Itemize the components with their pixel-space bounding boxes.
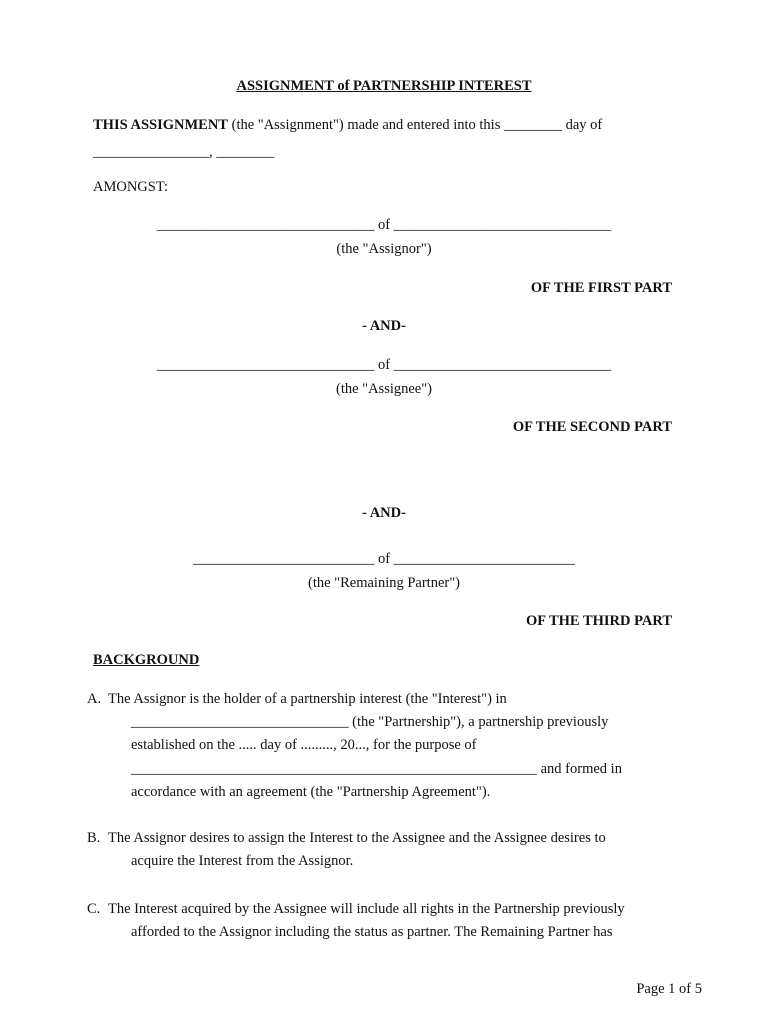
- and-separator-1: - AND-: [362, 318, 406, 334]
- item-a-line-2: ______________________________ (the "Partnership"), a partnership previously: [131, 714, 609, 730]
- party2-label: (the "Assignee"): [336, 381, 432, 397]
- and-separator-2: - AND-: [362, 505, 406, 521]
- item-a-line-4: ________________________________________________________ and formed in: [131, 761, 622, 777]
- intro-lead: THIS ASSIGNMENT: [93, 117, 228, 133]
- item-b-line-1: The Assignor desires to assign the Interest to the Assignee and the Assignee desires to: [108, 830, 606, 846]
- party2-part: OF THE SECOND PART: [512, 419, 672, 435]
- amongst-label: AMONGST:: [93, 179, 169, 195]
- document-title: ASSIGNMENT of PARTNERSHIP INTEREST: [236, 78, 532, 94]
- party1-line: ______________________________ of ______________________________: [156, 217, 612, 233]
- party3-part: OF THE THIRD PART: [526, 613, 672, 629]
- party2-line: ______________________________ of ______________________________: [156, 357, 612, 373]
- party1-part: OF THE FIRST PART: [530, 280, 672, 296]
- item-b-line-2: acquire the Interest from the Assignor.: [131, 853, 354, 869]
- party1-label: (the "Assignor"): [336, 241, 432, 257]
- item-c-line-1: The Interest acquired by the Assignee will include all rights in the Partnership previously: [108, 901, 625, 917]
- background-heading: BACKGROUND: [93, 652, 200, 668]
- intro-rest: (the "Assignment") made and entered into this ________ day of: [227, 117, 603, 133]
- item-c-line-2: afforded to the Assignor including the status as partner. The Remaining Partner has: [131, 924, 613, 940]
- intro-line-1: [93, 116, 602, 134]
- item-a-line-5: accordance with an agreement (the "Partnership Agreement").: [131, 784, 491, 800]
- item-a-line-1: The Assignor is the holder of a partnership interest (the "Interest") in: [108, 691, 507, 707]
- item-c-letter: C.: [87, 901, 101, 917]
- item-a-letter: A.: [87, 691, 102, 707]
- intro-line-2: ________________, ________: [93, 144, 275, 160]
- page-number: Page 1 of 5: [636, 981, 702, 997]
- item-b-letter: B.: [87, 830, 101, 846]
- item-a-line-3: established on the ..... day of ........., 20..., for the purpose of: [131, 737, 477, 753]
- party3-line: _________________________ of _________________________: [193, 551, 575, 567]
- party3-label: (the "Remaining Partner"): [308, 575, 460, 591]
